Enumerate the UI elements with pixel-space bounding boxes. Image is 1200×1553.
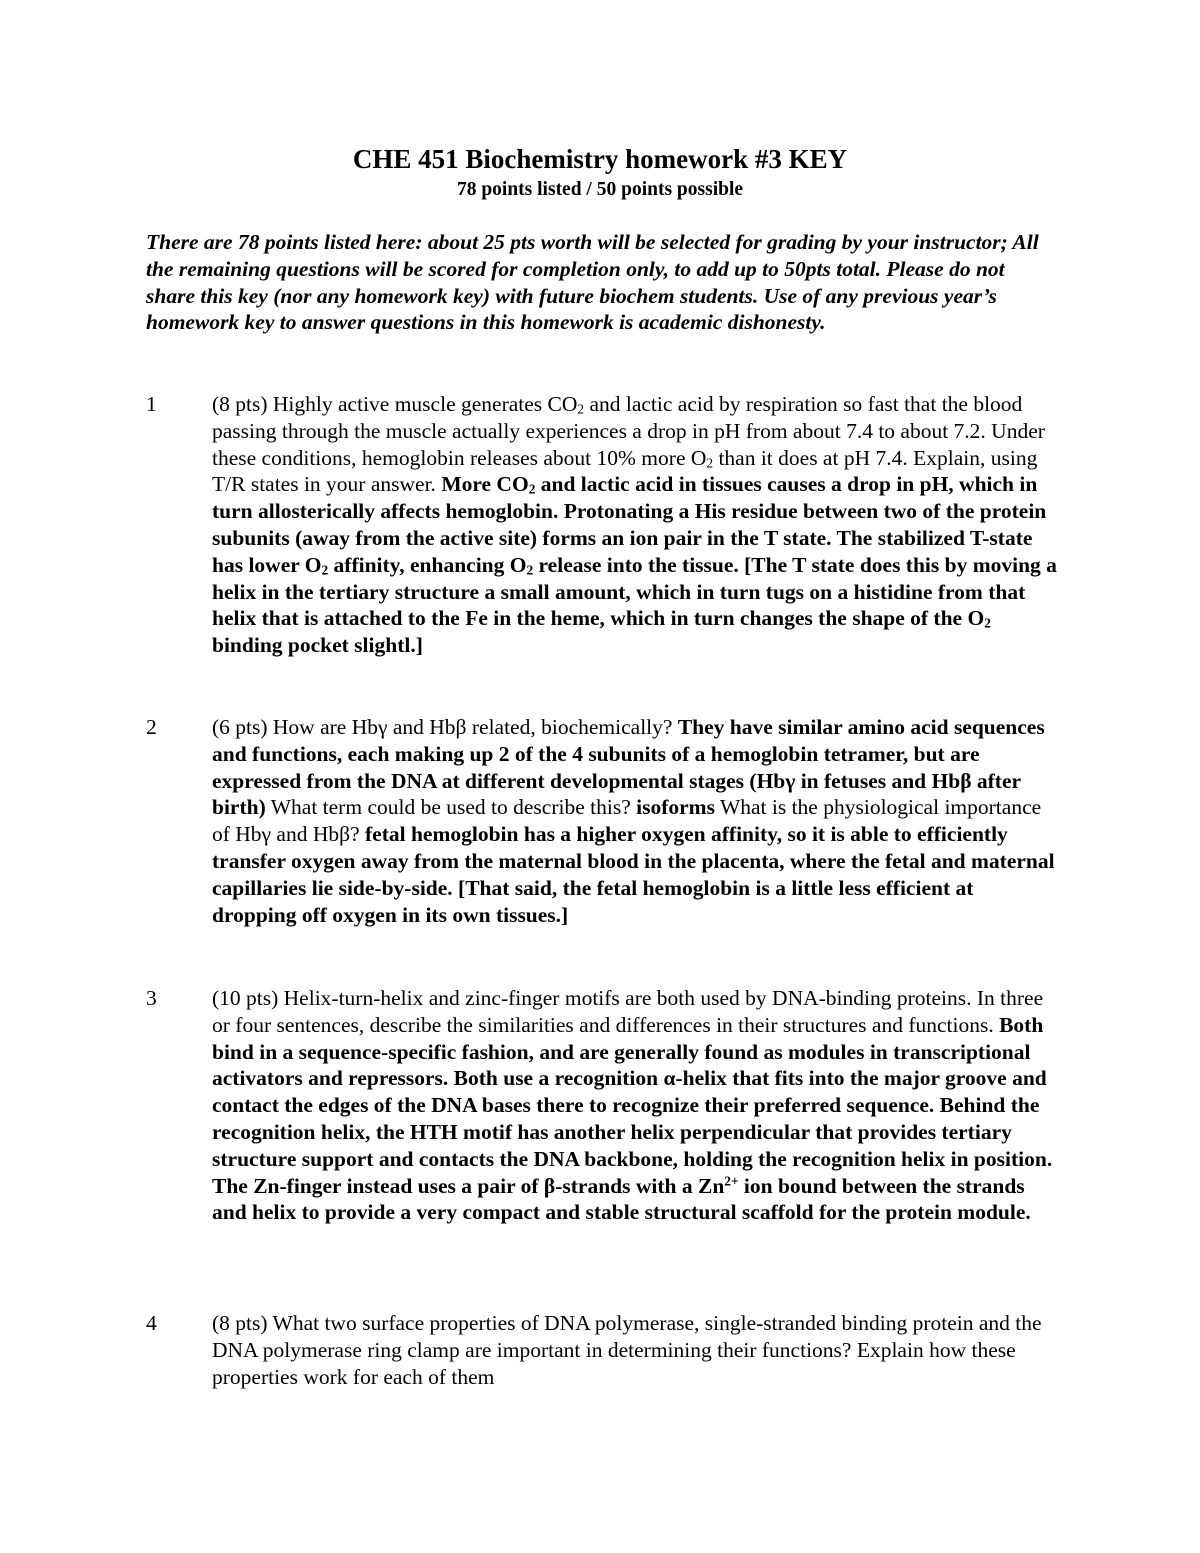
answer-text: fetal hemoglobin has a higher oxygen affinity, so it is able to efficiently transfer oxygen away from the maternal blood in the placenta, where the fetal and maternal capillaries lie side-by-side. [That said, the fetal hemoglobin is a little less efficient at dropping off oxygen in its own tissues.] <box>212 822 1055 927</box>
question-text: (6 pts) How are Hbγ and Hbβ related, biochemically? <box>212 715 678 739</box>
question-number: 3 <box>146 986 157 1010</box>
answer-text: They have similar amino acid sequences and functions, each making up 2 of the 4 subunits of a hemoglobin tetramer, but are expressed from the DNA at different developmental stages (Hbγ in fetuses and Hbβ after birth) <box>212 715 1045 820</box>
answer-segment: binding pocket slightl.] <box>212 633 423 658</box>
intro-paragraph: There are 78 points listed here: about 25 pts worth will be selected for grading by your instructor; All the remaining questions will be scored for completion only, to add up to 50pts total. Please do not share this key (nor any homework key) with future biochem students. Use of any previous year’s homework key to answer questions in this homework is academic dishonesty. <box>146 230 1039 335</box>
subscript: 2 <box>984 616 991 632</box>
answer-segment: More CO <box>441 472 529 497</box>
answer-text <box>212 1013 1052 1225</box>
question-text: (8 pts) Highly active muscle generates CO <box>212 392 578 416</box>
answer-segment: ion bound between the strands and helix to provide a very compact and stable structural scaffold for the protein module. <box>212 1173 1031 1225</box>
question-text: What is the physiological importance of Hbγ and Hbβ? <box>212 795 1042 847</box>
question-body <box>212 391 1058 659</box>
question-text: (10 pts) Helix-turn-helix and zinc-finger motifs are both used by DNA-binding proteins. In three or four sentences, describe the similarities and differences in their structures and functions. <box>212 986 1044 1037</box>
page-subtitle: 78 points listed / 50 points possible <box>456 179 744 200</box>
answer-segment: affinity, enhancing O <box>328 552 527 577</box>
question-body <box>212 714 1058 928</box>
subscript: 2 <box>528 482 536 498</box>
question-text: than it does at pH 7.4. Explain, using T/R states in your answer. <box>212 445 1038 497</box>
superscript: 2+ <box>724 1173 739 1189</box>
question-number: 2 <box>146 715 157 739</box>
subscript: 2 <box>526 562 534 578</box>
subscript: 2 <box>321 562 329 578</box>
page-title: CHE 451 Biochemistry homework #3 KEY <box>352 144 848 174</box>
question-text: What term could be used to describe this? <box>265 795 637 820</box>
question-text: and lactic acid by respiration so fast that the blood passing through the muscle actually experiences a drop in pH from about 7.4 to about 7.2. Under these conditions, hemoglobin releases about 10% more O <box>212 392 1045 470</box>
question-body <box>212 1310 1058 1390</box>
answer-text: isoforms <box>636 795 715 820</box>
subscript: 2 <box>577 401 585 417</box>
question-text: (8 pts) What two surface properties of DNA polymerase, single-stranded binding protein and the DNA polymerase ring clamp are important in determining their functions? Explain how these properties work for each of them <box>212 1311 1042 1389</box>
answer-segment: and lactic acid in tissues causes a drop in pH, which in turn allosterically affects hemoglobin. Protonating a His residue between two of the protein subunits (away from the active site) forms an ion pair in the T state. The stabilized T-state has lower O <box>212 472 1047 577</box>
question-number: 1 <box>146 392 157 416</box>
subscript: 2 <box>706 455 714 471</box>
answer-segment: release into the tissue. [The T state does this by moving a helix in the tertiary structure a small amount, which in turn tugs on a histidine from that helix that is attached to the Fe in the heme, which in turn changes the shape of the O <box>212 552 1057 631</box>
question-number: 4 <box>146 1311 157 1335</box>
answer-text <box>212 472 1057 657</box>
answer-segment: Both bind in a sequence-specific fashion, and are generally found as modules in transcriptional activators and repressors. Both use a recognition α-helix that fits into the major groove and contact the edges of the DNA bases there to recognize their preferred sequence. Behind the recognition helix, the HTH motif has another helix perpendicular that provides tertiary structure support and contacts the DNA backbone, holding the recognition helix in position. The Zn-finger instead uses a pair of β-strands with a Zn <box>212 1012 1053 1198</box>
question-body <box>212 985 1058 1226</box>
